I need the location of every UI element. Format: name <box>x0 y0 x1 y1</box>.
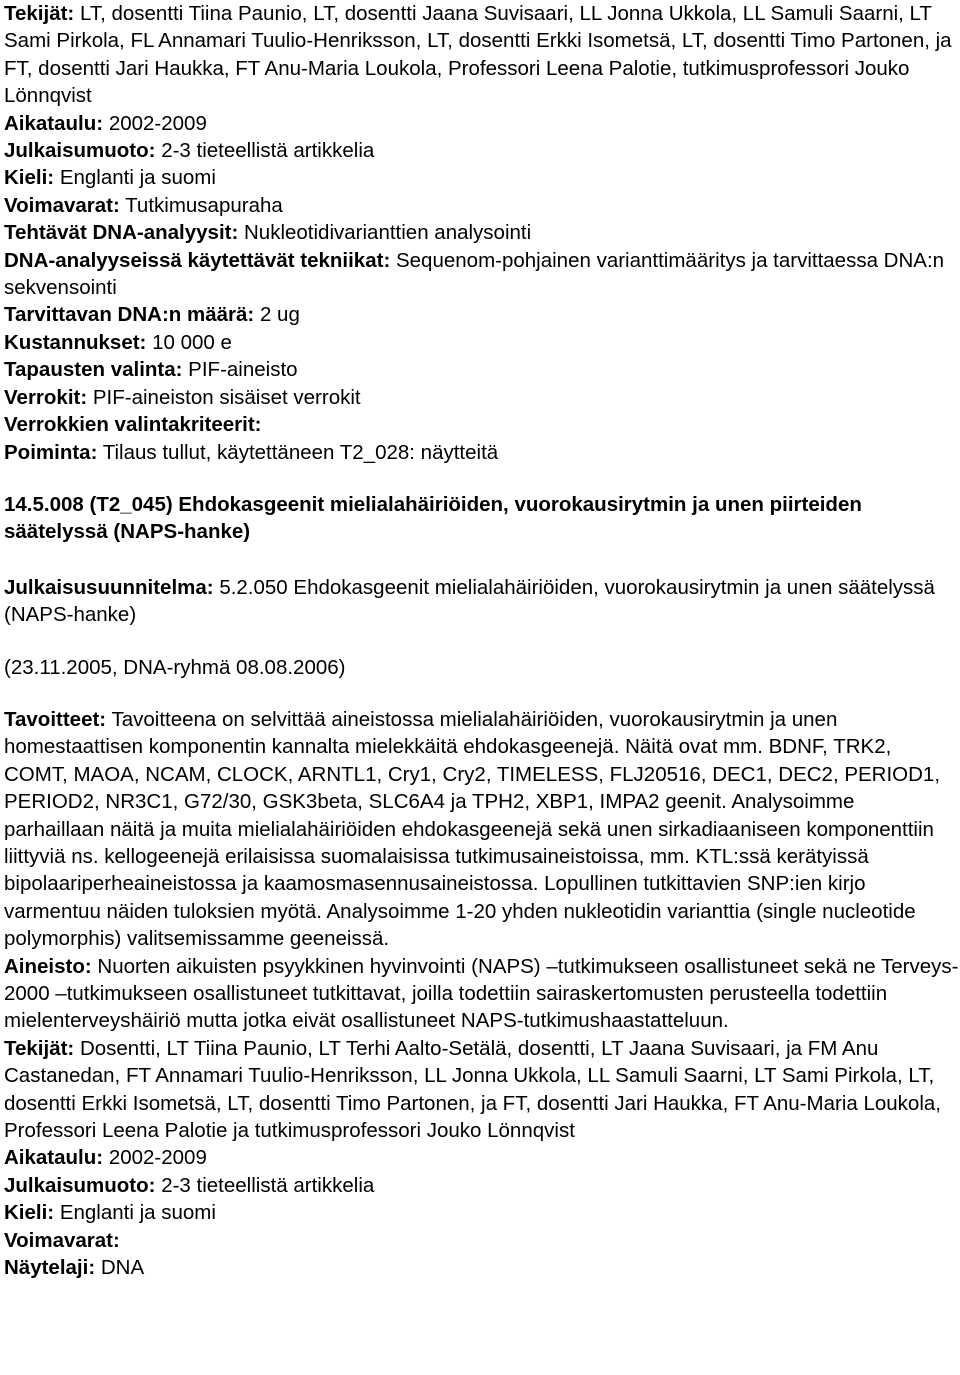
project-block-naps <box>4 491 960 1282</box>
field-value: Sequenom-pohjainen varianttimääritys ja tarvittaessa DNA:n sekvensointi <box>4 248 945 300</box>
field-value: 10 000 e <box>152 330 232 354</box>
field-value: Englanti ja suomi <box>59 1201 216 1225</box>
voimavarat-field <box>4 1227 960 1254</box>
field-label: Tapausten valinta: <box>4 358 183 382</box>
field-value: 2-3 tieteellistä artikkelia <box>161 139 375 163</box>
field-label: Voimavarat: <box>4 1228 120 1252</box>
field-value: 5.2.050 Ehdokasgeenit mielialahäiriöiden, vuorokausirytmin ja unen säätelyssä (NAPS-hanke) <box>4 575 935 627</box>
kustannukset-field <box>4 329 960 356</box>
field-label: Julkaisusuunnitelma: <box>4 575 214 599</box>
field-label: Aikataulu: <box>4 1146 104 1170</box>
field-label: Verrokit: <box>4 385 88 409</box>
spacer <box>4 629 960 654</box>
field-value: Nukleotidivarianttien analysointi <box>244 221 532 245</box>
field-label: Verrokkien valintakriteerit: <box>4 413 262 437</box>
poiminta-field <box>4 439 960 466</box>
field-value: Englanti ja suomi <box>59 166 216 190</box>
field-label: Näytelaji: <box>4 1256 96 1280</box>
field-label: DNA-analyyseissä käytettävät tekniikat: <box>4 248 391 272</box>
project-block-previous <box>4 0 960 466</box>
aineisto-field <box>4 953 960 1035</box>
valintakriteerit-field <box>4 411 960 438</box>
field-value: Tavoitteena on selvittää aineistossa mielialahäiriöiden, vuorokausirytmin ja unen homestaattisen komponentin kannalta mielekkäitä ehdokasgeenejä. Näitä ovat mm. BDNF, TRK2, COMT, MAOA, NCAM, CLOCK, ARNTL1, Cry1, Cry2, TIMELESS, FLJ20516, DEC1, DEC2, PERIOD1, PERIOD2, NR3C1, G72/30, GSK3beta, SLC6A4 ja TPH2, XBP1, IMPA2 geenit. Analysoimme parhaillaan näitä ja muita mielialahäiriöiden ehdokasgeenejä sekä unen sirkadiaaniseen komponenttiin liittyviä ns. kellogeenejä erilaisissa suomalaisissa tutkimusaineistoissa, mm. KTL:ssä kerätyissä bipolaariperheaineistossa ja kaamosmasennusaineistossa. Lopullinen tutkittavien SNP:ien kirjo varmentuu näiden tuloksien myötä. Analysoimme 1-20 yhden nukleotidin varianttia (single nucleotide polymorphis) valitsemissamme geeneissä. <box>4 707 941 951</box>
verrokit-field <box>4 384 960 411</box>
tavoitteet-field <box>4 706 960 953</box>
julkaisumuoto-field <box>4 1172 960 1199</box>
field-label: Julkaisumuoto: <box>4 139 156 163</box>
field-value: LT, dosentti Tiina Paunio, LT, dosentti Jaana Suvisaari, LL Jonna Ukkola, LL Samuli Saarni, LT Sami Pirkola, FL Annamari Tuulio-Henriksson, LT, dosentti Erkki Isometsä, LT, dosentti Timo Partonen, ja FT, dosentti Jari Haukka, FT Anu-Maria Loukola, Professori Leena Palotie, tutkimusprofessori Jouko Lönnqvist <box>4 2 952 108</box>
tekniikat-field <box>4 247 960 302</box>
spacer <box>4 681 960 706</box>
voimavarat-field <box>4 192 960 219</box>
field-value: Tutkimusapuraha <box>125 193 283 217</box>
julkaisusuunnitelma-field <box>4 574 960 629</box>
field-label: Voimavarat: <box>4 193 120 217</box>
tekijat-field <box>4 0 960 110</box>
dna-maara-field <box>4 301 960 328</box>
field-value: Tilaus tullut, käytettäneen T2_028: näytteitä <box>102 440 499 464</box>
field-label: Tehtävät DNA-analyysit: <box>4 221 239 245</box>
kieli-field <box>4 164 960 191</box>
project-heading: 14.5.008 (T2_045) Ehdokasgeenit mielialahäiriöiden, vuorokausirytmin ja unen piirteiden säätelyssä (NAPS-hanke) <box>4 492 862 544</box>
spacer <box>4 546 960 574</box>
spacer <box>4 466 960 491</box>
julkaisumuoto-field <box>4 137 960 164</box>
field-label: Tekijät: <box>4 1036 75 1060</box>
kieli-field <box>4 1199 960 1226</box>
field-label: Tekijät: <box>4 2 75 25</box>
field-value: Dosentti, LT Tiina Paunio, LT Terhi Aalto-Setälä, dosentti, LT Jaana Suvisaari, ja FM Anu Castanedan, FT Annamari Tuulio-Henriksson, LL Jonna Ukkola, LL Samuli Saarni, LT Sami Pirkola, LT, dosentti Erkki Isometsä, LT, dosentti Timo Partonen, ja FT, dosentti Jari Haukka, FT Anu-Maria Loukola, Professori Leena Palotie ja tutkimusprofessori Jouko Lönnqvist <box>4 1036 941 1143</box>
tekijat-field <box>4 1035 960 1145</box>
tapausten-valinta-field <box>4 356 960 383</box>
aikataulu-field <box>4 1144 960 1171</box>
dates-line: (23.11.2005, DNA-ryhmä 08.08.2006) <box>4 655 346 679</box>
field-value: 2002-2009 <box>108 1146 207 1170</box>
field-value: PIF-aineisto <box>188 358 298 382</box>
field-label: Tavoitteet: <box>4 707 107 731</box>
field-label: Kustannukset: <box>4 330 147 354</box>
field-label: Tarvittavan DNA:n määrä: <box>4 303 255 327</box>
field-value: 2-3 tieteellistä artikkelia <box>161 1173 375 1197</box>
field-value: 2002-2009 <box>108 111 207 135</box>
aikataulu-field <box>4 110 960 137</box>
field-value: PIF-aineiston sisäiset verrokit <box>92 385 361 409</box>
field-label: Kieli: <box>4 166 55 190</box>
field-value: DNA <box>100 1256 145 1280</box>
dna-analyysit-field <box>4 219 960 246</box>
field-label: Kieli: <box>4 1201 55 1225</box>
naytelaji-field <box>4 1254 960 1281</box>
field-value: Nuorten aikuisten psyykkinen hyvinvointi (NAPS) –tutkimukseen osallistuneet sekä ne Terveys- 2000 –tutkimukseen osallistuneet tutkittavat, joilla todettiin sairaskertomusten perusteella todettiin mielenterveyshäiriö mutta jotka eivät osallistuneet NAPS-tutkimushaastatteluun. <box>4 954 959 1033</box>
field-label: Aikataulu: <box>4 111 104 135</box>
field-value: 2 ug <box>259 303 300 327</box>
field-label: Julkaisumuoto: <box>4 1173 156 1197</box>
field-label: Poiminta: <box>4 440 98 464</box>
field-label: Aineisto: <box>4 954 92 978</box>
